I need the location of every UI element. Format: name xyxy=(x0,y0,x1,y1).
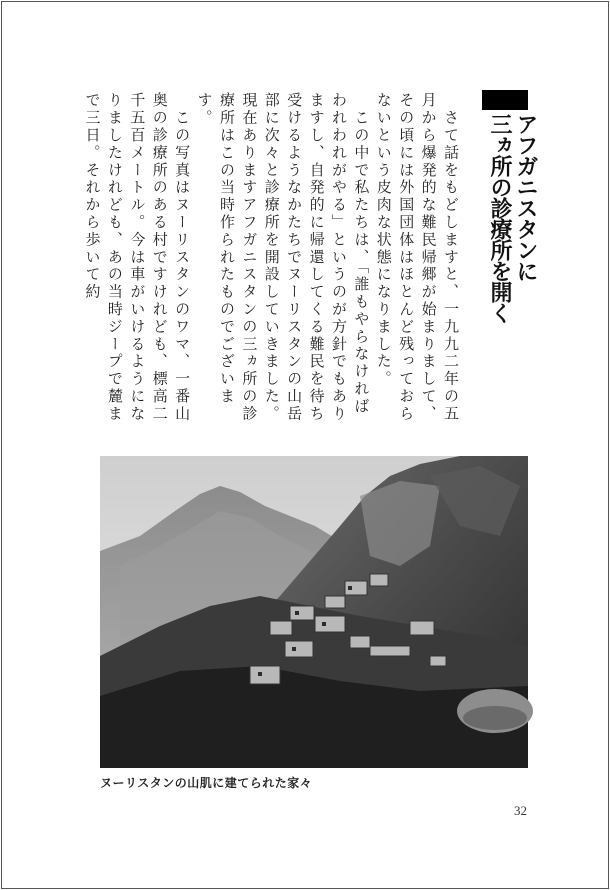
heading-accent-bar xyxy=(482,90,528,110)
body-text xyxy=(83,92,462,432)
section-heading xyxy=(478,113,538,323)
paragraph-1: さて話をもどしますと、一九九二年の五月から爆発的な難民帰郷が始まりまして、その頃には外国団体はほとんど残っておらないという皮肉な状態になりました。 xyxy=(374,92,460,423)
paragraph-3: この写真はヌーリスタンのワマ、一番山奥の診療所のある村ですけれども、標高二千五百メートル。今は車がいけるようになりましたけれども、あの当時ジープで麓まで三日。それから歩いて約 xyxy=(83,92,192,423)
page-number: 32 xyxy=(514,803,527,818)
heading-line-1: アフガニスタンに xyxy=(513,113,538,281)
heading-line-2: 三ヵ所の診療所を開く xyxy=(487,113,512,323)
paragraph-2: この中で私たちは、「誰もやらなければわれわれがやる」というのが方針でもありますし、自発的に帰還してくる難民を待ち受けるようなかたちでヌーリスタンの山岳部に次々と診療所を開設していきました。現在ありますアフガニスタンの三ヵ所の診療所はこの当時作られたものでございます。 xyxy=(195,92,371,423)
photo-caption: ヌーリスタンの山肌に建てられた家々 xyxy=(100,776,313,790)
mountain-village-photo xyxy=(100,456,528,768)
